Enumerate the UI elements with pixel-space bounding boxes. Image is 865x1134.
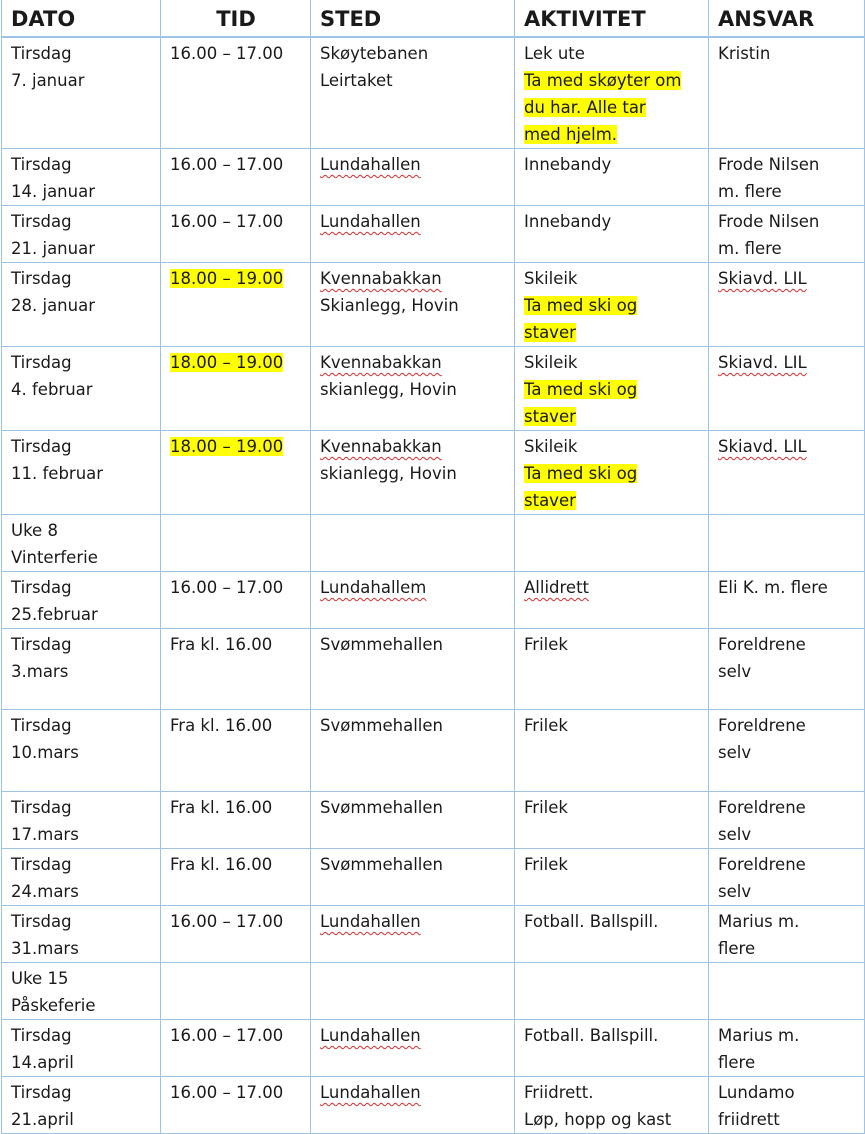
dato-line: Tirsdag [11, 855, 72, 874]
dato-line: Tirsdag [11, 912, 72, 931]
ansvar-line: selv [718, 882, 752, 901]
sted-line: Svømmehallen [320, 798, 443, 817]
tid-text: Fra kl. 16.00 [170, 635, 273, 654]
cell-ansvar [709, 206, 865, 263]
table-row [2, 149, 865, 206]
cell-sted [311, 1077, 515, 1134]
aktivitet-line: Fotball. Ballspill. [524, 1026, 659, 1045]
cell-sted [311, 1020, 515, 1077]
aktivitet-highlight: staver [524, 491, 576, 510]
ansvar-line: m. flere [718, 239, 782, 258]
cell-tid [161, 431, 311, 515]
cell-tid [161, 963, 311, 1020]
dato-line: 7. januar [11, 71, 85, 90]
cell-ansvar [709, 572, 865, 629]
aktivitet-highlight: Ta med ski og [524, 464, 638, 483]
dato-line: Tirsdag [11, 716, 72, 735]
sted-line: Kvennabakkan [320, 269, 442, 288]
ansvar-line: selv [718, 662, 752, 681]
ansvar-line: Skiavd. LIL [718, 437, 807, 456]
table-row [2, 515, 865, 572]
cell-dato [2, 572, 161, 629]
ansvar-line: flere [718, 1053, 756, 1072]
cell-tid [161, 572, 311, 629]
header-dato: DATO [2, 0, 161, 37]
cell-sted [311, 849, 515, 906]
cell-tid [161, 37, 311, 149]
cell-dato [2, 792, 161, 849]
dato-line: Påskeferie [11, 996, 96, 1015]
cell-aktivitet [515, 149, 709, 206]
cell-tid [161, 629, 311, 710]
tid-text: 16.00 – 17.00 [170, 578, 284, 597]
ansvar-line: m. flere [718, 182, 782, 201]
dato-line: Tirsdag [11, 635, 72, 654]
cell-sted [311, 206, 515, 263]
cell-ansvar [709, 347, 865, 431]
cell-ansvar [709, 963, 865, 1020]
ansvar-line: Foreldrene [718, 635, 806, 654]
aktivitet-line: Skileik [524, 353, 578, 372]
cell-sted [311, 347, 515, 431]
dato-line: Tirsdag [11, 269, 72, 288]
cell-aktivitet [515, 206, 709, 263]
cell-dato [2, 263, 161, 347]
ansvar-line: friidrett [718, 1110, 780, 1129]
cell-ansvar [709, 263, 865, 347]
aktivitet-line: Innebandy [524, 212, 612, 231]
cell-tid [161, 206, 311, 263]
dato-line: 21.april [11, 1110, 74, 1129]
cell-ansvar [709, 792, 865, 849]
ansvar-line: Foreldrene [718, 716, 806, 735]
cell-dato [2, 849, 161, 906]
ansvar-line: Eli K. m. flere [718, 578, 828, 597]
tid-text: Fra kl. 16.00 [170, 716, 273, 735]
cell-sted [311, 37, 515, 149]
cell-tid [161, 263, 311, 347]
tid-text: 16.00 – 17.00 [170, 1026, 284, 1045]
tid-text: 18.00 – 19.00 [170, 269, 284, 288]
aktivitet-line: Frilek [524, 635, 568, 654]
tid-text: 16.00 – 17.00 [170, 44, 284, 63]
cell-sted [311, 629, 515, 710]
dato-line: 11. februar [11, 464, 104, 483]
sted-line: Lundahallen [320, 1083, 421, 1102]
tid-text: 16.00 – 17.00 [170, 212, 284, 231]
table-row [2, 206, 865, 263]
sted-line: Lundahallen [320, 212, 421, 231]
cell-aktivitet [515, 347, 709, 431]
cell-sted [311, 431, 515, 515]
aktivitet-line: Skileik [524, 437, 578, 456]
cell-sted [311, 572, 515, 629]
dato-line: 17.mars [11, 825, 79, 844]
cell-aktivitet [515, 963, 709, 1020]
aktivitet-line: Fotball. Ballspill. [524, 912, 659, 931]
cell-ansvar [709, 1020, 865, 1077]
dato-line: Tirsdag [11, 44, 72, 63]
cell-ansvar [709, 849, 865, 906]
dato-line: Tirsdag [11, 353, 72, 372]
cell-aktivitet [515, 515, 709, 572]
tid-text: Fra kl. 16.00 [170, 855, 273, 874]
cell-sted [311, 792, 515, 849]
cell-ansvar [709, 1077, 865, 1134]
cell-dato [2, 347, 161, 431]
sted-line: skianlegg, Hovin [320, 380, 457, 399]
tid-text: Fra kl. 16.00 [170, 798, 273, 817]
ansvar-line: Foreldrene [718, 855, 806, 874]
tid-text: 16.00 – 17.00 [170, 155, 284, 174]
cell-dato [2, 629, 161, 710]
table-row [2, 1077, 865, 1134]
cell-dato [2, 206, 161, 263]
cell-aktivitet [515, 572, 709, 629]
aktivitet-line: Lek ute [524, 44, 585, 63]
table-row [2, 629, 865, 710]
table-row [2, 572, 865, 629]
dato-line: Tirsdag [11, 155, 72, 174]
cell-dato [2, 37, 161, 149]
dato-line: Tirsdag [11, 798, 72, 817]
dato-line: Tirsdag [11, 437, 72, 456]
table-row [2, 263, 865, 347]
table-row [2, 710, 865, 792]
dato-line: 10.mars [11, 743, 79, 762]
cell-aktivitet [515, 1077, 709, 1134]
table-row [2, 431, 865, 515]
cell-aktivitet [515, 792, 709, 849]
cell-ansvar [709, 431, 865, 515]
ansvar-line: selv [718, 743, 752, 762]
aktivitet-highlight: staver [524, 407, 576, 426]
cell-tid [161, 1077, 311, 1134]
table-row [2, 906, 865, 963]
cell-sted [311, 149, 515, 206]
aktivitet-line: Skileik [524, 269, 578, 288]
cell-sted [311, 906, 515, 963]
dato-line: 24.mars [11, 882, 79, 901]
cell-sted [311, 963, 515, 1020]
dato-line: 4. februar [11, 380, 93, 399]
aktivitet-highlight: du har. Alle tar [524, 98, 646, 117]
sted-line: Kvennabakkan [320, 437, 442, 456]
sted-line: Lundahallen [320, 1026, 421, 1045]
dato-line: 14. januar [11, 182, 95, 201]
cell-tid [161, 149, 311, 206]
cell-dato [2, 149, 161, 206]
dato-line: Tirsdag [11, 1026, 72, 1045]
aktivitet-highlight: Ta med ski og [524, 296, 638, 315]
header-sted: STED [311, 0, 515, 37]
aktivitet-line: Løp, hopp og kast [524, 1110, 672, 1129]
header-ansvar: ANSVAR [709, 0, 865, 37]
dato-line: 3.mars [11, 662, 69, 681]
cell-ansvar [709, 149, 865, 206]
sted-line: Skianlegg, Hovin [320, 296, 459, 315]
aktivitet-highlight: staver [524, 323, 576, 342]
cell-aktivitet [515, 710, 709, 792]
header-tid: TID [161, 0, 311, 37]
ansvar-line: Marius m. [718, 1026, 800, 1045]
table-row [2, 1020, 865, 1077]
sted-line: Svømmehallen [320, 635, 443, 654]
cell-ansvar [709, 906, 865, 963]
cell-aktivitet [515, 906, 709, 963]
aktivitet-line: Friidrett. [524, 1083, 594, 1102]
table-row [2, 849, 865, 906]
tid-text: 18.00 – 19.00 [170, 437, 284, 456]
aktivitet-line: Frilek [524, 798, 568, 817]
cell-ansvar [709, 710, 865, 792]
header-row [2, 0, 865, 37]
cell-dato [2, 1077, 161, 1134]
cell-tid [161, 515, 311, 572]
ansvar-line: Foreldrene [718, 798, 806, 817]
sted-line: Svømmehallen [320, 716, 443, 735]
sted-line: Skøytebanen [320, 44, 429, 63]
cell-dato [2, 906, 161, 963]
cell-tid [161, 710, 311, 792]
dato-line: 14.april [11, 1053, 74, 1072]
cell-sted [311, 515, 515, 572]
table-row [2, 37, 865, 149]
cell-dato [2, 515, 161, 572]
ansvar-line: Skiavd. LIL [718, 353, 807, 372]
cell-ansvar [709, 629, 865, 710]
header-aktivitet: AKTIVITET [515, 0, 709, 37]
ansvar-line: flere [718, 939, 756, 958]
aktivitet-line: Frilek [524, 855, 568, 874]
ansvar-line: Frode Nilsen [718, 212, 820, 231]
sted-line: skianlegg, Hovin [320, 464, 457, 483]
aktivitet-line: Frilek [524, 716, 568, 735]
dato-line: Tirsdag [11, 212, 72, 231]
dato-line: Uke 15 [11, 969, 69, 988]
cell-tid [161, 347, 311, 431]
cell-aktivitet [515, 431, 709, 515]
cell-dato [2, 431, 161, 515]
cell-aktivitet [515, 263, 709, 347]
dato-line: 25.februar [11, 605, 98, 624]
ansvar-line: Marius m. [718, 912, 800, 931]
sted-line: Lundahallen [320, 912, 421, 931]
cell-ansvar [709, 515, 865, 572]
table-row [2, 792, 865, 849]
dato-line: Tirsdag [11, 1083, 72, 1102]
table-row [2, 963, 865, 1020]
cell-dato [2, 1020, 161, 1077]
sted-line: Leirtaket [320, 71, 393, 90]
aktivitet-line: Allidrett [524, 578, 590, 597]
ansvar-line: Skiavd. LIL [718, 269, 807, 288]
ansvar-line: Kristin [718, 44, 771, 63]
schedule-table [1, 0, 865, 1134]
tid-text: 18.00 – 19.00 [170, 353, 284, 372]
cell-tid [161, 906, 311, 963]
cell-dato [2, 963, 161, 1020]
cell-aktivitet [515, 1020, 709, 1077]
cell-tid [161, 792, 311, 849]
aktivitet-highlight: med hjelm. [524, 125, 618, 144]
sted-line: Svømmehallen [320, 855, 443, 874]
cell-aktivitet [515, 629, 709, 710]
cell-ansvar [709, 37, 865, 149]
tid-text: 16.00 – 17.00 [170, 912, 284, 931]
sted-line: Lundahallem [320, 578, 427, 597]
cell-aktivitet [515, 849, 709, 906]
dato-line: Uke 8 [11, 521, 58, 540]
cell-sted [311, 263, 515, 347]
dato-line: Tirsdag [11, 578, 72, 597]
cell-tid [161, 1020, 311, 1077]
cell-dato [2, 710, 161, 792]
sted-line: Kvennabakkan [320, 353, 442, 372]
dato-line: 21. januar [11, 239, 95, 258]
aktivitet-highlight: Ta med skøyter om [524, 71, 682, 90]
sted-line: Lundahallen [320, 155, 421, 174]
ansvar-line: selv [718, 825, 752, 844]
ansvar-line: Lundamo [718, 1083, 795, 1102]
cell-sted [311, 710, 515, 792]
aktivitet-highlight: Ta med ski og [524, 380, 638, 399]
cell-tid [161, 849, 311, 906]
dato-line: 31.mars [11, 939, 79, 958]
dato-line: 28. januar [11, 296, 95, 315]
aktivitet-line: Innebandy [524, 155, 612, 174]
dato-line: Vinterferie [11, 548, 98, 567]
cell-aktivitet [515, 37, 709, 149]
tid-text: 16.00 – 17.00 [170, 1083, 284, 1102]
ansvar-line: Frode Nilsen [718, 155, 820, 174]
table-row [2, 347, 865, 431]
